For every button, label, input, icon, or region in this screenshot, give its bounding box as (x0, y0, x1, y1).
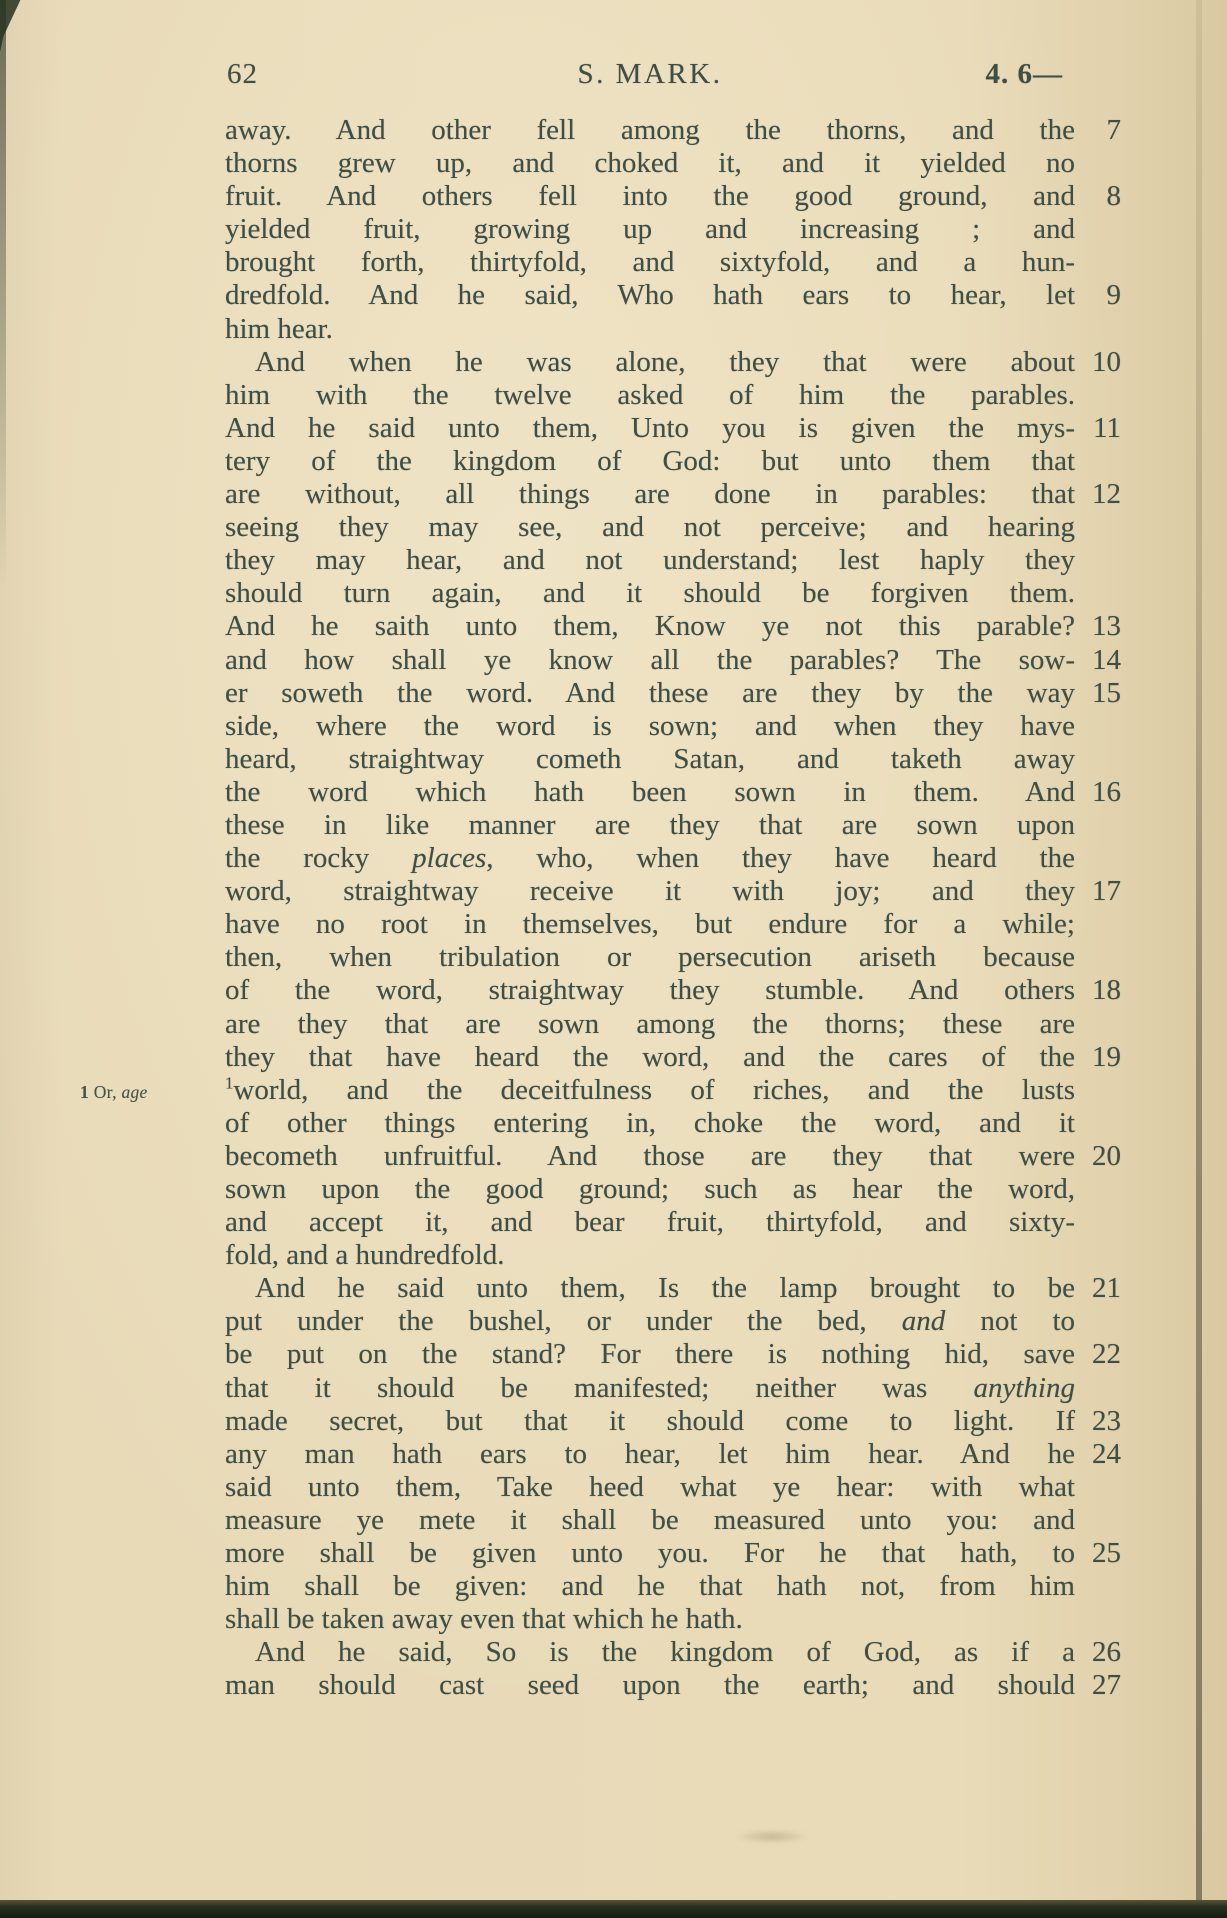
text-line (225, 180, 1121, 213)
line-text: And he said unto them, Unto you is given the mys- (225, 411, 1075, 444)
verse-number (1075, 147, 1121, 180)
text-line (225, 644, 1121, 677)
verse-number (1075, 577, 1121, 610)
text-line (225, 511, 1121, 544)
verse-number (1075, 1471, 1121, 1504)
text-line (225, 213, 1121, 246)
verse-number (1075, 1504, 1121, 1537)
line-text: made secret, but that it should come to light. If (225, 1404, 1075, 1437)
line-text: should turn again, and it should be forgiven them. (225, 577, 1075, 610)
verse-number: 7 (1106, 114, 1121, 146)
text-line (225, 941, 1121, 974)
verse-number (1075, 511, 1121, 544)
line-text: fold, and a hundredfold. (225, 1239, 505, 1272)
verse-number (1075, 710, 1121, 743)
text-line (225, 1173, 1121, 1206)
verse-number (1075, 941, 1121, 974)
verse-number (1075, 1239, 1121, 1272)
text-line (225, 1669, 1121, 1702)
line-text: put under the bushel, or under the bed, and not to (225, 1305, 1075, 1338)
verse-number (1075, 1008, 1121, 1041)
verse-number (1075, 1603, 1121, 1636)
line-text: becometh unfruitful. And those are they that were (225, 1139, 1075, 1172)
line-text: the word which hath been sown in them. And (225, 775, 1075, 808)
verse-number (1075, 809, 1121, 842)
line-text: thorns grew up, and choked it, and it yielded no (225, 147, 1075, 180)
page-number: 62 (227, 58, 258, 90)
line-text: more shall be given unto you. For he that hath, to (225, 1537, 1075, 1570)
text-line (225, 1372, 1121, 1405)
text-line (225, 1471, 1121, 1504)
line-text: brought forth, thirtyfold, and sixtyfold, and a hun- (225, 246, 1075, 279)
scan-bottom-edge (0, 1900, 1227, 1918)
text-line (225, 1239, 1121, 1272)
text-line (225, 1570, 1121, 1603)
verse-number: 8 (1106, 180, 1121, 213)
text-line (225, 246, 1121, 279)
line-text: tery of the kingdom of God: but unto them that (225, 444, 1075, 477)
text-line (225, 1107, 1121, 1140)
line-text: that it should be manifested; neither was anything (225, 1371, 1075, 1404)
text-line (225, 842, 1121, 875)
verse-number: 26 (1092, 1636, 1121, 1669)
verse-number (1075, 1206, 1121, 1239)
text-line (225, 478, 1121, 511)
verse-number: 21 (1092, 1272, 1121, 1305)
line-text: any man hath ears to hear, let him hear. And he (225, 1437, 1075, 1470)
verse-number: 24 (1092, 1437, 1121, 1470)
text-line (225, 1140, 1121, 1173)
line-text: And when he was alone, they that were about (255, 345, 1075, 378)
line-text: of the word, straightway they stumble. And others (225, 974, 1075, 1007)
running-title: S. MARK. (577, 58, 723, 90)
verse-number: 27 (1092, 1669, 1121, 1702)
line-text: And he said unto them, Is the lamp brought to be (255, 1272, 1075, 1305)
verse-number (1075, 1305, 1121, 1338)
line-text: er soweth the word. And these are they by the way (225, 676, 1075, 709)
text-line (225, 1603, 1121, 1636)
line-text: yielded fruit, growing up and increasing ; and (225, 213, 1075, 246)
text-line (225, 379, 1121, 412)
line-text: these in like manner are they that are sown upon (225, 808, 1075, 841)
verse-number (1075, 1107, 1121, 1140)
margin-note-prefix: Or, (89, 1082, 122, 1102)
verse-number: 23 (1092, 1404, 1121, 1437)
verse-number (1075, 908, 1121, 941)
line-text: side, where the word is sown; and when they have (225, 709, 1075, 742)
line-text: said unto them, Take heed what ye hear: with what (225, 1470, 1075, 1503)
verse-number: 14 (1092, 643, 1121, 676)
margin-note-term: age (121, 1082, 148, 1102)
line-text: heard, straightway cometh Satan, and taketh away (225, 742, 1075, 775)
page-header (225, 58, 1075, 94)
verse-number (1075, 379, 1121, 412)
line-text: of other things entering in, choke the word, and it (225, 1106, 1075, 1139)
line-text: word, straightway receive it with joy; and they (225, 875, 1075, 908)
text-line (225, 279, 1121, 312)
text-line (225, 776, 1121, 809)
verse-number: 13 (1092, 610, 1121, 643)
text-line (225, 974, 1121, 1007)
verse-number: 22 (1092, 1338, 1121, 1371)
line-text: they that have heard the word, and the cares of the (225, 1040, 1075, 1073)
text-line (225, 445, 1121, 478)
text-line (225, 1438, 1121, 1471)
line-text: And he saith unto them, Know ye not this parable? (225, 610, 1075, 643)
verse-number (1075, 1372, 1121, 1405)
body-text (225, 114, 1121, 1703)
verse-number (1075, 1570, 1121, 1603)
line-text: him hear. (225, 312, 333, 345)
margin-note (80, 1082, 148, 1103)
text-line (225, 1504, 1121, 1537)
verse-number: 10 (1092, 345, 1121, 378)
line-text: $^1$world, and the deceitfulness of riches, and the lusts (225, 1073, 1075, 1106)
text-line (225, 1074, 1121, 1107)
line-text: are without, all things are done in parables: that (225, 478, 1075, 511)
verse-number: 15 (1092, 676, 1121, 709)
verse-number: 18 (1092, 974, 1121, 1007)
scan-left-edge-shadow (0, 0, 6, 640)
text-line (225, 610, 1121, 643)
text-line (225, 346, 1121, 379)
text-line (225, 1206, 1121, 1239)
margin-note-marker: 1 (80, 1082, 90, 1102)
text-line (225, 1041, 1121, 1074)
line-text: man should cast seed upon the earth; and should (225, 1669, 1075, 1702)
line-text: shall be taken away even that which he hath. (225, 1603, 743, 1636)
text-line (225, 809, 1121, 842)
text-line (225, 1636, 1121, 1669)
chapter-verse-reference: 4. 6— (985, 58, 1063, 90)
verse-number (1075, 445, 1121, 478)
verse-number (1075, 313, 1121, 346)
line-text: the rocky places, who, when they have heard the (225, 842, 1075, 875)
text-line (225, 114, 1121, 147)
line-text: measure ye mete it shall be measured unto you: and (225, 1503, 1075, 1536)
verse-number (1075, 842, 1121, 875)
verse-number: 17 (1092, 875, 1121, 908)
line-text: are they that are sown among the thorns; these are (225, 1007, 1075, 1040)
text-line (225, 908, 1121, 941)
verse-number: 19 (1092, 1040, 1121, 1073)
verse-number (1075, 544, 1121, 577)
page-gutter-seam (1196, 0, 1202, 1904)
verse-number (1075, 246, 1121, 279)
text-line (225, 710, 1121, 743)
text-line (225, 1338, 1121, 1371)
text-line (225, 313, 1121, 346)
line-text: and how shall ye know all the parables? The sow- (225, 643, 1075, 676)
verse-number (1075, 213, 1121, 246)
text-line (225, 1008, 1121, 1041)
line-text: away. And other fell among the thorns, and the (225, 114, 1075, 146)
text-line (225, 1272, 1121, 1305)
line-text: sown upon the good ground; such as hear the word, (225, 1173, 1075, 1205)
line-text: and accept it, and bear fruit, thirtyfold, and sixty- (225, 1206, 1075, 1239)
line-text: him shall be given: and he that hath not, from him (225, 1570, 1075, 1603)
line-text: him with the twelve asked of him the parables. (225, 378, 1075, 411)
paper-smudge (735, 1830, 809, 1843)
verse-number: 25 (1092, 1537, 1121, 1570)
text-line (225, 677, 1121, 710)
text-line (225, 147, 1121, 180)
line-text: And he said, So is the kingdom of God, as if a (255, 1636, 1075, 1669)
text-line (225, 743, 1121, 776)
line-text: then, when tribulation or persecution ariseth because (225, 941, 1075, 974)
line-text: dredfold. And he said, Who hath ears to hear, let (225, 279, 1075, 312)
line-text: they may hear, and not understand; lest haply they (225, 544, 1075, 577)
verse-number: 12 (1092, 478, 1121, 511)
verse-number (1075, 743, 1121, 776)
text-line (225, 544, 1121, 577)
text-line (225, 1405, 1121, 1438)
verse-number (1075, 1173, 1121, 1206)
text-line (225, 875, 1121, 908)
verse-number: 16 (1092, 775, 1121, 808)
verse-number: 11 (1093, 411, 1121, 444)
line-text: be put on the stand? For there is nothing hid, save (225, 1338, 1075, 1371)
verse-number (1075, 1074, 1121, 1107)
verse-number: 20 (1092, 1139, 1121, 1172)
text-line (225, 577, 1121, 610)
text-line (225, 1537, 1121, 1570)
line-text: fruit. And others fell into the good ground, and (225, 180, 1075, 213)
line-text: seeing they may see, and not perceive; and hearing (225, 511, 1075, 544)
verse-number: 9 (1106, 279, 1121, 312)
text-line (225, 1305, 1121, 1338)
text-line (225, 412, 1121, 445)
line-text: have no root in themselves, but endure for a while; (225, 908, 1075, 941)
